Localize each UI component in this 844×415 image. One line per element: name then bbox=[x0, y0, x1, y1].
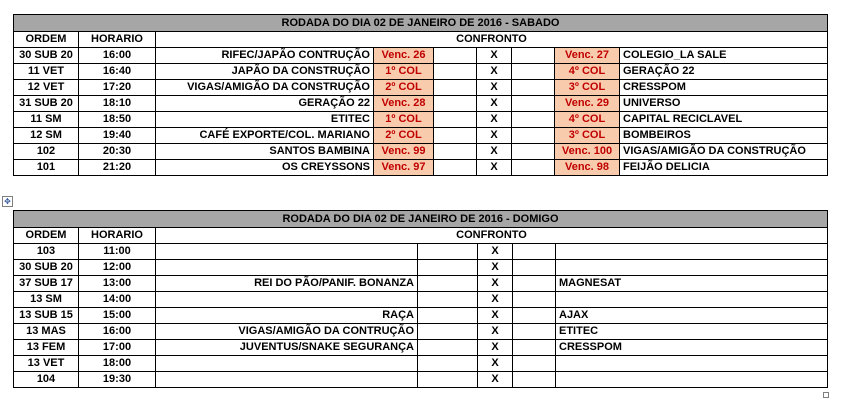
spacer-cell bbox=[434, 128, 477, 144]
spacer-cell bbox=[512, 160, 555, 176]
horario-cell: 17:20 bbox=[79, 80, 156, 96]
ordem-cell: 13 VET bbox=[14, 356, 79, 372]
away-tag-cell: 4º COL bbox=[555, 64, 620, 80]
table-row bbox=[14, 356, 828, 372]
versus-cell: X bbox=[478, 260, 513, 276]
spacer-cell bbox=[434, 144, 477, 160]
saturday-title: RODADA DO DIA 02 DE JANEIRO DE 2016 - SABADO bbox=[14, 15, 828, 32]
spacer-cell bbox=[434, 160, 477, 176]
spacer-cell bbox=[513, 260, 556, 276]
home-team-cell bbox=[156, 292, 418, 308]
table-row bbox=[14, 276, 828, 292]
home-team-cell: CAFÉ EXPORTE/COL. MARIANO bbox=[156, 128, 374, 144]
away-team-cell: CAPITAL RECICLAVEL bbox=[620, 112, 828, 128]
home-team-cell bbox=[156, 260, 418, 276]
away-tag-cell: Venc. 98 bbox=[555, 160, 620, 176]
away-team-cell bbox=[556, 292, 828, 308]
home-team-cell: JUVENTUS/SNAKE SEGURANÇA bbox=[156, 340, 418, 356]
away-team-cell bbox=[556, 356, 828, 372]
horario-cell: 20:30 bbox=[79, 144, 156, 160]
ordem-cell: 12 SM bbox=[14, 128, 79, 144]
ordem-cell: 13 SUB 15 bbox=[14, 308, 79, 324]
horario-cell: 18:10 bbox=[79, 96, 156, 112]
ordem-cell: 13 MAS bbox=[14, 324, 79, 340]
spacer-cell bbox=[434, 80, 477, 96]
away-team-cell: CRESSPOM bbox=[620, 80, 828, 96]
table-row bbox=[14, 112, 828, 128]
away-tag-cell: 3º COL bbox=[555, 128, 620, 144]
header-confronto: CONFRONTO bbox=[156, 228, 828, 244]
versus-cell: X bbox=[478, 324, 513, 340]
table-row bbox=[14, 96, 828, 112]
spacer-cell bbox=[434, 96, 477, 112]
horario-cell: 19:30 bbox=[79, 372, 156, 388]
horario-cell: 16:00 bbox=[79, 48, 156, 64]
versus-cell: X bbox=[478, 340, 513, 356]
table-row bbox=[14, 308, 828, 324]
home-team-cell: REI DO PÃO/PANIF. BONANZA bbox=[156, 276, 418, 292]
home-tag-cell: 2º COL bbox=[374, 128, 434, 144]
spacer-cell bbox=[418, 292, 478, 308]
versus-cell: X bbox=[477, 80, 512, 96]
spacer-cell bbox=[418, 372, 478, 388]
home-team-cell bbox=[156, 372, 418, 388]
versus-cell: X bbox=[477, 128, 512, 144]
spacer-cell bbox=[512, 112, 555, 128]
away-tag-cell: 4º COL bbox=[555, 112, 620, 128]
horario-cell: 19:40 bbox=[79, 128, 156, 144]
spacer-cell bbox=[418, 260, 478, 276]
header-horario: HORARIO bbox=[79, 32, 156, 48]
home-tag-cell: Venc. 97 bbox=[374, 160, 434, 176]
home-team-cell: VIGAS/AMIGÃO DA CONTRUÇÃO bbox=[156, 324, 418, 340]
spacer-cell bbox=[418, 276, 478, 292]
home-team-cell: OS CREYSSONS bbox=[156, 160, 374, 176]
horario-cell: 14:00 bbox=[79, 292, 156, 308]
table-row bbox=[14, 292, 828, 308]
versus-cell: X bbox=[477, 160, 512, 176]
header-confronto: CONFRONTO bbox=[156, 32, 828, 48]
versus-cell: X bbox=[478, 308, 513, 324]
spacer-cell bbox=[418, 324, 478, 340]
spacer-cell bbox=[512, 80, 555, 96]
away-tag-cell: Venc. 100 bbox=[555, 144, 620, 160]
away-team-cell: ETITEC bbox=[556, 324, 828, 340]
versus-cell: X bbox=[477, 64, 512, 80]
table-row bbox=[14, 340, 828, 356]
away-tag-cell: Venc. 29 bbox=[555, 96, 620, 112]
home-team-cell: JAPÃO DA CONSTRUÇÃO bbox=[156, 64, 374, 80]
spacer-cell bbox=[513, 324, 556, 340]
spacer-cell bbox=[434, 48, 477, 64]
home-team-cell bbox=[156, 244, 418, 260]
away-team-cell: FEIJÃO DELICIA bbox=[620, 160, 828, 176]
horario-cell: 13:00 bbox=[79, 276, 156, 292]
away-team-cell: AJAX bbox=[556, 308, 828, 324]
away-team-cell bbox=[556, 372, 828, 388]
away-team-cell: BOMBEIROS bbox=[620, 128, 828, 144]
home-tag-cell: Venc. 26 bbox=[374, 48, 434, 64]
ordem-cell: 102 bbox=[14, 144, 79, 160]
ordem-cell: 13 SM bbox=[14, 292, 79, 308]
away-team-cell: UNIVERSO bbox=[620, 96, 828, 112]
ordem-cell: 13 FEM bbox=[14, 340, 79, 356]
spacer-cell bbox=[512, 144, 555, 160]
ordem-cell: 30 SUB 20 bbox=[14, 260, 79, 276]
spacer-cell bbox=[513, 276, 556, 292]
spacer-cell bbox=[418, 340, 478, 356]
horario-cell: 16:40 bbox=[79, 64, 156, 80]
table-row bbox=[14, 128, 828, 144]
home-team-cell: RAÇA bbox=[156, 308, 418, 324]
away-team-cell: COLEGIO_LA SALE bbox=[620, 48, 828, 64]
ordem-cell: 101 bbox=[14, 160, 79, 176]
versus-cell: X bbox=[477, 48, 512, 64]
horario-cell: 11:00 bbox=[79, 244, 156, 260]
table-row bbox=[14, 160, 828, 176]
spacer-cell bbox=[513, 340, 556, 356]
ordem-cell: 12 VET bbox=[14, 80, 79, 96]
table-row bbox=[14, 64, 828, 80]
table-row bbox=[14, 324, 828, 340]
ordem-cell: 103 bbox=[14, 244, 79, 260]
versus-cell: X bbox=[478, 292, 513, 308]
horario-cell: 18:50 bbox=[79, 112, 156, 128]
home-team-cell: RIFEC/JAPÃO CONTRUÇÃO bbox=[156, 48, 374, 64]
table-row bbox=[14, 372, 828, 388]
away-team-cell bbox=[556, 244, 828, 260]
away-team-cell: CRESSPOM bbox=[556, 340, 828, 356]
horario-cell: 16:00 bbox=[79, 324, 156, 340]
header-ordem: ORDEM bbox=[14, 32, 79, 48]
horario-cell: 18:00 bbox=[79, 356, 156, 372]
ordem-cell: 31 SUB 20 bbox=[14, 96, 79, 112]
horario-cell: 17:00 bbox=[79, 340, 156, 356]
spacer-cell bbox=[513, 244, 556, 260]
versus-cell: X bbox=[477, 96, 512, 112]
spacer-cell bbox=[434, 112, 477, 128]
ordem-cell: 11 SM bbox=[14, 112, 79, 128]
away-team-cell: MAGNESAT bbox=[556, 276, 828, 292]
home-tag-cell: 2º COL bbox=[374, 80, 434, 96]
horario-cell: 21:20 bbox=[79, 160, 156, 176]
spacer-cell bbox=[512, 64, 555, 80]
table-row bbox=[14, 244, 828, 260]
versus-cell: X bbox=[477, 144, 512, 160]
away-team-cell: GERAÇÃO 22 bbox=[620, 64, 828, 80]
header-horario: HORARIO bbox=[79, 228, 156, 244]
table-row bbox=[14, 260, 828, 276]
versus-cell: X bbox=[477, 112, 512, 128]
table-row bbox=[14, 80, 828, 96]
home-team-cell: SANTOS BAMBINA bbox=[156, 144, 374, 160]
home-tag-cell: Venc. 99 bbox=[374, 144, 434, 160]
away-tag-cell: Venc. 27 bbox=[555, 48, 620, 64]
horario-cell: 12:00 bbox=[79, 260, 156, 276]
spacer-cell bbox=[418, 308, 478, 324]
ordem-cell: 30 SUB 20 bbox=[14, 48, 79, 64]
versus-cell: X bbox=[478, 372, 513, 388]
versus-cell: X bbox=[478, 356, 513, 372]
spacer-cell bbox=[418, 244, 478, 260]
spacer-cell bbox=[434, 64, 477, 80]
table-row bbox=[14, 144, 828, 160]
spacer-cell bbox=[512, 96, 555, 112]
spacer-cell bbox=[512, 128, 555, 144]
home-tag-cell: 1º COL bbox=[374, 64, 434, 80]
versus-cell: X bbox=[478, 276, 513, 292]
table-resize-handle[interactable] bbox=[823, 392, 829, 398]
spacer-cell bbox=[513, 292, 556, 308]
home-tag-cell: Venc. 28 bbox=[374, 96, 434, 112]
home-team-cell bbox=[156, 356, 418, 372]
spacer-cell bbox=[418, 356, 478, 372]
saturday-schedule-table bbox=[13, 14, 828, 176]
spacer-cell bbox=[513, 356, 556, 372]
ordem-cell: 11 VET bbox=[14, 64, 79, 80]
away-tag-cell: 3º COL bbox=[555, 80, 620, 96]
table-row bbox=[14, 48, 828, 64]
header-ordem: ORDEM bbox=[14, 228, 79, 244]
home-team-cell: VIGAS/AMIGÃO DA CONSTRUÇÃO bbox=[156, 80, 374, 96]
spacer-cell bbox=[512, 48, 555, 64]
home-tag-cell: 1º COL bbox=[374, 112, 434, 128]
away-team-cell: VIGAS/AMIGÃO DA CONSTRUÇÃO bbox=[620, 144, 828, 160]
ordem-cell: 37 SUB 17 bbox=[14, 276, 79, 292]
horario-cell: 15:00 bbox=[79, 308, 156, 324]
spacer-cell bbox=[513, 372, 556, 388]
sunday-schedule-table bbox=[13, 210, 828, 388]
ordem-cell: 104 bbox=[14, 372, 79, 388]
spacer-cell bbox=[513, 308, 556, 324]
versus-cell: X bbox=[478, 244, 513, 260]
sunday-title: RODADA DO DIA 02 DE JANEIRO DE 2016 - DOMIGO bbox=[14, 211, 828, 228]
table-move-handle-icon[interactable]: ✥ bbox=[2, 196, 13, 207]
home-team-cell: ETITEC bbox=[156, 112, 374, 128]
home-team-cell: GERAÇÃO 22 bbox=[156, 96, 374, 112]
away-team-cell bbox=[556, 260, 828, 276]
